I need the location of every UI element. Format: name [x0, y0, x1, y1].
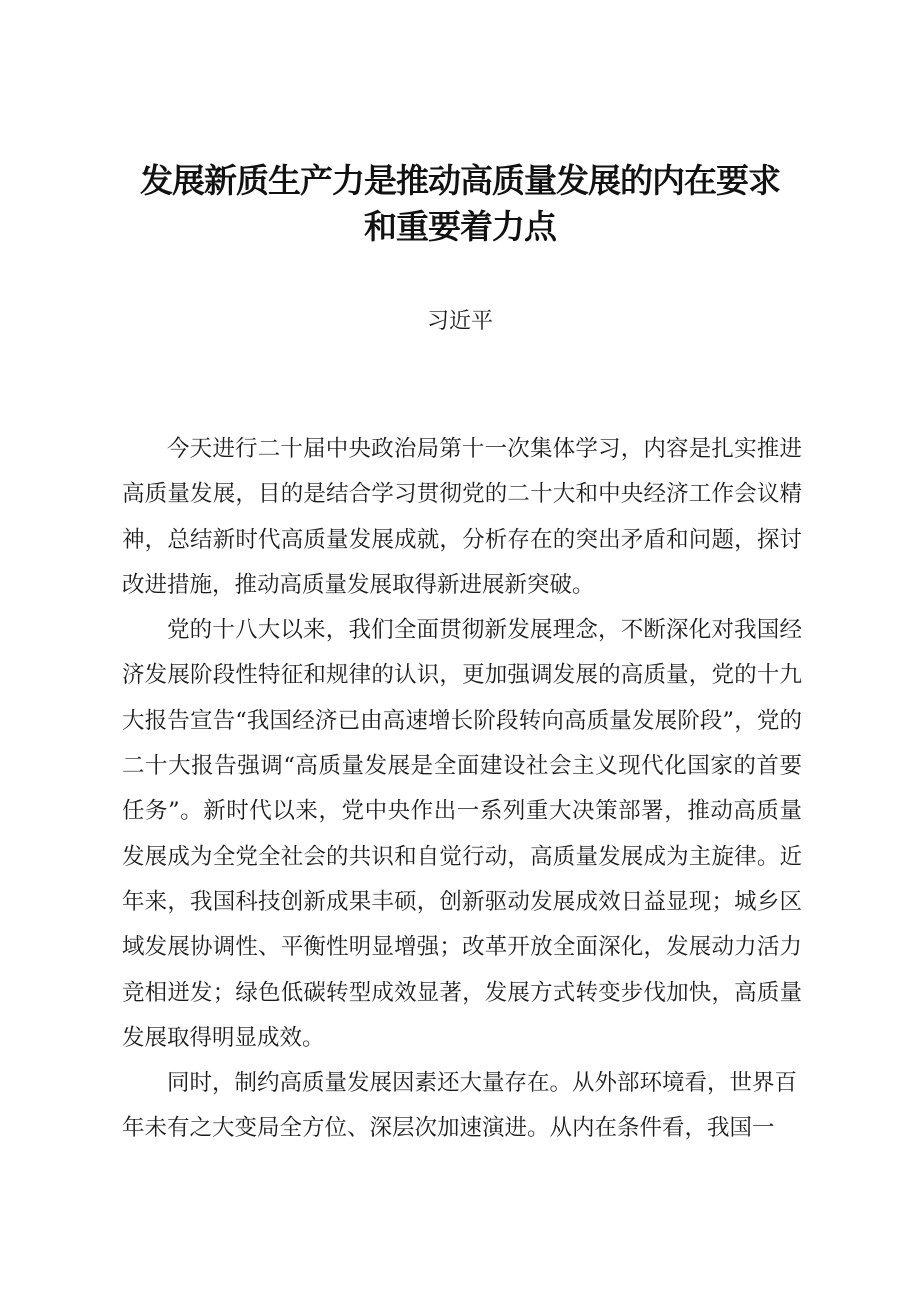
document-title: [0, 158, 920, 250]
title-line-2: 和重要着力点: [364, 207, 556, 246]
author-name: 习近平: [426, 309, 493, 334]
paragraph-2: 党的十八大以来，我们全面贯彻新发展理念，不断深化对我国经济发展阶段性特征和规律的认识，更加强调发展的高质量，党的十九大报告宣告“我国经济已由高速增长阶段转向高质量发展阶段”，党的二十大报告强调“高质量发展是全面建设社会主义现代化国家的首要任务”。新时代以来，党中央作出一系列重大决策部署，推动高质量发展成为全党全社会的共识和自觉行动，高质量发展成为主旋律。近年来，我国科技创新成果丰硕，创新驱动发展成效日益显现；城乡区域发展协调性、平衡性明显增强；改革开放全面深化，发展动力活力竞相迸发；绿色低碳转型成效显著，发展方式转变步伐加快，高质量发展取得明显成效。: [122, 617, 802, 1051]
title-line-1: 发展新质生产力是推动高质量发展的内在要求: [140, 161, 780, 200]
paragraph-1: 今天进行二十届中央政治局第十一次集体学习，内容是扎实推进高质量发展，目的是结合学习贯彻党的二十大和中央经济工作会议精神，总结新时代高质量发展成就，分析存在的突出矛盾和问题，探讨改进措施，推动高质量发展取得新进展新突破。: [122, 436, 802, 598]
document-body: [122, 427, 802, 1152]
paragraph-3: 同时，制约高质量发展因素还大量存在。从外部环境看，世界百年未有之大变局全方位、深层次加速演进。从内在条件看，我国一: [122, 1070, 798, 1142]
